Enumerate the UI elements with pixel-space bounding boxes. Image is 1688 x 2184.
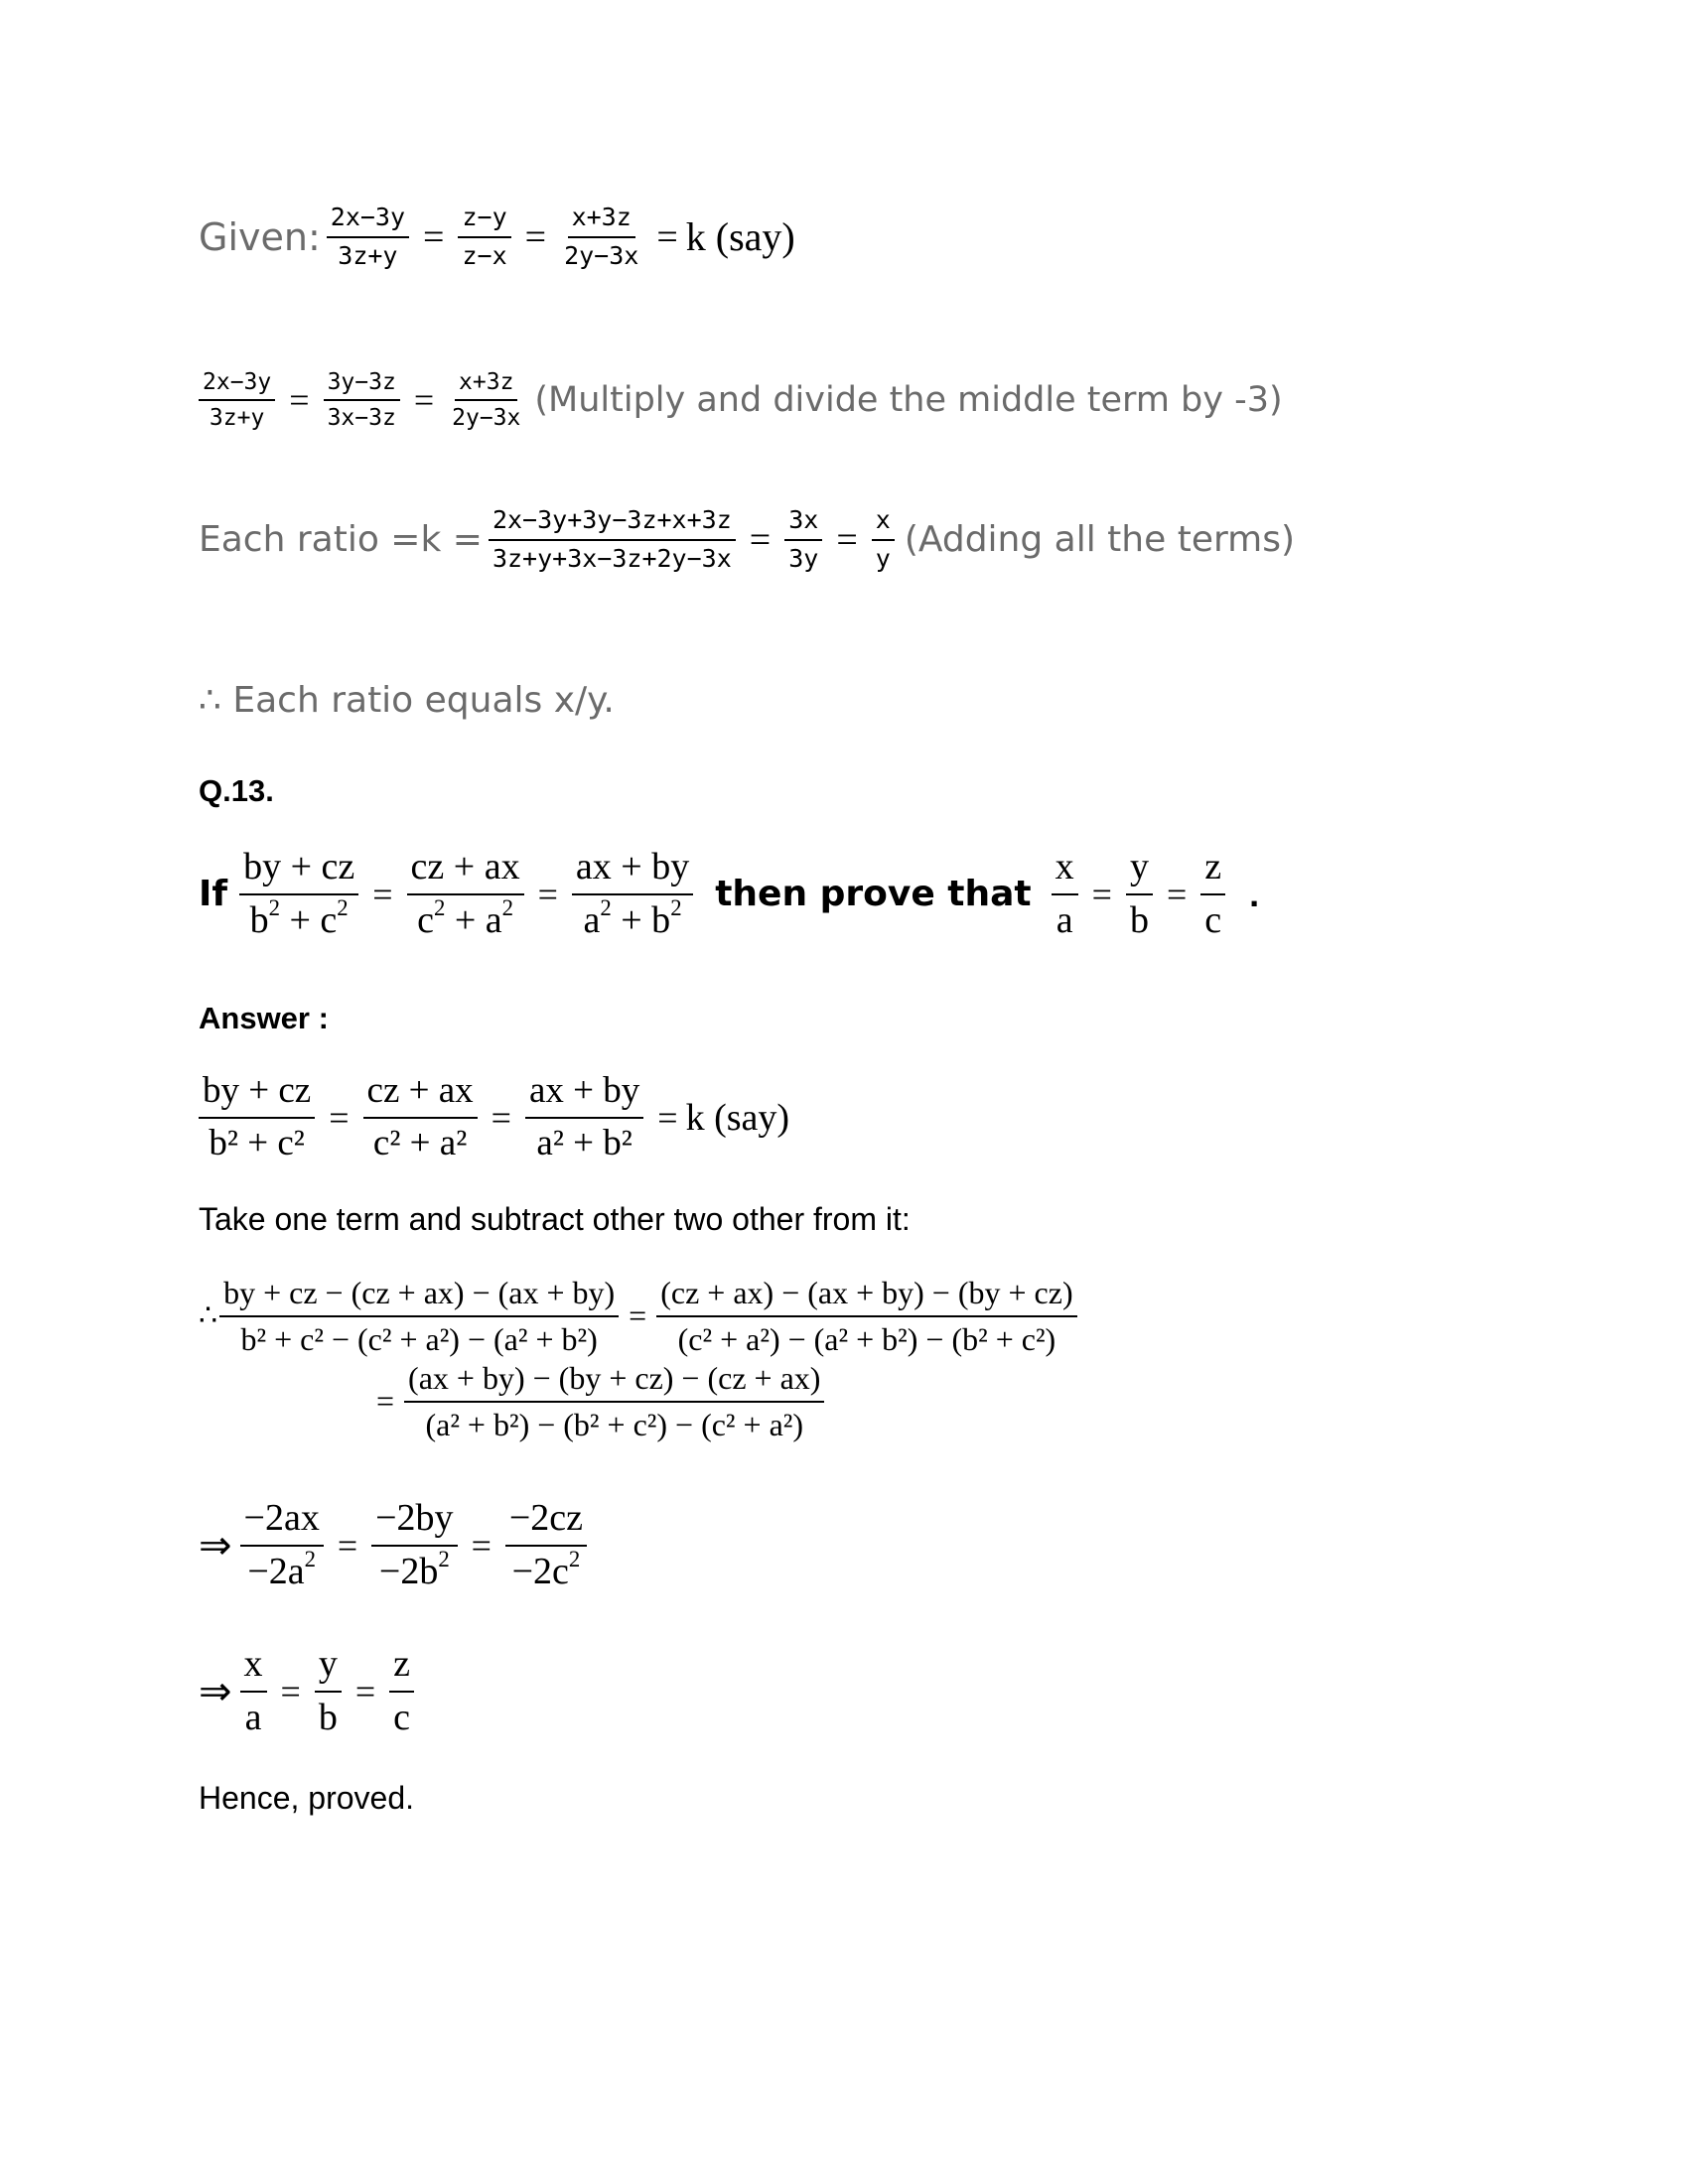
- fraction: [1052, 846, 1078, 942]
- fraction: [240, 1643, 267, 1739]
- answer-equation: [199, 1070, 789, 1164]
- fraction: [239, 846, 358, 942]
- denominator: $a^2 + b^2$: [583, 894, 682, 941]
- fraction: [489, 506, 736, 574]
- numerator: ax + by: [572, 846, 693, 895]
- fraction: [363, 1070, 478, 1164]
- answer-label: Answer :: [199, 1001, 329, 1035]
- numerator: 2x−3y: [327, 204, 409, 238]
- fraction: [389, 1643, 414, 1739]
- denominator: y: [875, 543, 891, 573]
- fraction: [784, 506, 822, 574]
- equals-sign: =: [657, 1097, 678, 1138]
- equals-sign: =: [372, 874, 393, 914]
- equals-sign: =: [413, 380, 435, 421]
- fraction: [315, 1643, 342, 1739]
- equals-sign: =: [337, 1525, 358, 1566]
- equals-sign: =: [471, 1525, 492, 1566]
- numerator: 2x−3y+3y−3z+x+3z: [489, 506, 736, 541]
- equals-sign: =: [354, 1671, 376, 1711]
- denominator: b: [1129, 898, 1149, 941]
- fraction: [407, 846, 524, 942]
- numerator: −2cz: [505, 1497, 587, 1547]
- fraction: [525, 1070, 643, 1164]
- equals-sign: =: [491, 1097, 511, 1138]
- subtraction-equation-row1: [199, 1275, 1083, 1358]
- fraction: [448, 369, 524, 432]
- therefore-symbol: ∴: [199, 1299, 218, 1333]
- numerator: x+3z: [455, 369, 517, 401]
- fraction: [656, 1275, 1076, 1358]
- equals-sign: =: [280, 1671, 301, 1711]
- numerator: cz + ax: [363, 1070, 478, 1119]
- numerator: 3y−3z: [324, 369, 400, 401]
- fraction: [327, 204, 409, 271]
- denominator: a: [1055, 898, 1073, 941]
- note-adding-terms: (Adding all the terms): [904, 519, 1295, 561]
- equals-sign: =: [629, 1297, 647, 1334]
- implies-equation-1: [199, 1497, 593, 1593]
- denominator: a² + b²: [536, 1122, 633, 1163]
- numerator: by + cz: [199, 1070, 315, 1119]
- given-label: Given:: [199, 214, 321, 259]
- denominator: $-2c^2$: [511, 1546, 581, 1592]
- denominator: b² + c² − (c² + a²) − (a² + b²): [240, 1320, 598, 1357]
- numerator: −2ax: [240, 1497, 324, 1547]
- equals-sign: =: [423, 215, 445, 258]
- equals-sign: =: [749, 518, 772, 561]
- fraction: [219, 1275, 619, 1358]
- numerator: x: [872, 506, 895, 541]
- fraction: [560, 204, 642, 271]
- fraction: [324, 369, 400, 432]
- denominator: 3y: [788, 543, 819, 573]
- denominator: 3z+y+3x−3z+2y−3x: [492, 543, 732, 573]
- equals-sign: =: [836, 518, 858, 561]
- equals-sign: =: [656, 215, 678, 258]
- numerator: y: [1126, 846, 1153, 895]
- fraction: [872, 506, 895, 574]
- question-label: Q.13.: [199, 773, 274, 808]
- numerator: z: [1200, 846, 1225, 895]
- fraction: [572, 846, 693, 942]
- denominator: (a² + b²) − (b² + c²) − (c² + a²): [425, 1406, 804, 1442]
- each-ratio-equation: [199, 506, 1295, 574]
- denominator: 2y−3x: [452, 405, 521, 432]
- denominator: a: [244, 1696, 262, 1738]
- numerator: by + cz: [239, 846, 358, 895]
- numerator: x+3z: [568, 204, 635, 238]
- numerator: cz + ax: [407, 846, 524, 895]
- numerator: (ax + by) − (by + cz) − (cz + ax): [404, 1360, 824, 1403]
- subtraction-equation-row2: [372, 1360, 830, 1443]
- question-statement: [199, 846, 1259, 942]
- given-equation: [199, 204, 795, 271]
- numerator: 2x−3y: [199, 369, 275, 401]
- fraction: [371, 1497, 457, 1593]
- fraction: [1126, 846, 1153, 942]
- numerator: ax + by: [525, 1070, 643, 1119]
- if-word: If: [199, 874, 228, 915]
- implies-arrow: ⇒: [199, 1523, 232, 1569]
- equals-sign: =: [1166, 874, 1188, 914]
- fraction: [199, 369, 275, 432]
- given-tail: k (say): [685, 214, 795, 260]
- answer-tail: k (say): [685, 1096, 790, 1139]
- equals-sign: =: [524, 215, 547, 258]
- denominator: $-2b^2$: [378, 1546, 450, 1592]
- conclusion-text: ∴ Each ratio equals x/y.: [199, 680, 615, 721]
- equals-sign: =: [537, 874, 558, 914]
- equals-sign: =: [376, 1383, 395, 1420]
- denominator: c: [393, 1696, 411, 1738]
- fraction: [404, 1360, 824, 1443]
- numerator: 3x: [784, 506, 822, 541]
- denominator: c: [1204, 898, 1222, 941]
- numerator: z: [389, 1643, 414, 1693]
- denominator: z−x: [462, 240, 507, 270]
- closing-text: Hence, proved.: [199, 1780, 415, 1816]
- denominator: 3z+y: [338, 240, 398, 270]
- note-multiply-divide: (Multiply and divide the middle term by -3): [534, 380, 1283, 421]
- numerator: x: [240, 1643, 267, 1693]
- numerator: −2by: [371, 1497, 457, 1547]
- denominator: $c^2 + a^2$: [417, 894, 514, 941]
- denominator: (c² + a²) − (a² + b²) − (b² + c²): [677, 1320, 1056, 1357]
- equals-sign: =: [289, 380, 310, 421]
- denominator: 3z+y: [209, 405, 265, 432]
- denominator: 2y−3x: [564, 240, 639, 270]
- fraction: [1200, 846, 1225, 942]
- multiply-divide-equation: [199, 369, 1283, 432]
- then-prove-text: then prove that: [715, 874, 1032, 915]
- denominator: $b^2 + c^2$: [249, 894, 349, 941]
- implies-equation-2: [199, 1643, 420, 1739]
- instruction-text: Take one term and subtract other two other from it:: [199, 1201, 911, 1237]
- equals-sign: =: [1091, 874, 1112, 914]
- each-ratio-label: Each ratio =k =: [199, 519, 483, 561]
- fraction: [199, 1070, 315, 1164]
- implies-arrow: ⇒: [199, 1669, 232, 1714]
- equals-sign: =: [329, 1097, 350, 1138]
- numerator: z−y: [458, 204, 510, 238]
- numerator: x: [1052, 846, 1078, 895]
- numerator: y: [315, 1643, 342, 1693]
- denominator: b: [318, 1696, 338, 1738]
- denominator: b² + c²: [209, 1122, 305, 1163]
- fraction: [240, 1497, 324, 1593]
- denominator: c² + a²: [372, 1122, 468, 1163]
- numerator: by + cz − (cz + ax) − (ax + by): [219, 1275, 619, 1317]
- fraction: [505, 1497, 587, 1593]
- fraction: [458, 204, 510, 271]
- period: .: [1249, 873, 1260, 914]
- denominator: $-2a^2$: [247, 1546, 317, 1592]
- numerator: (cz + ax) − (ax + by) − (by + cz): [656, 1275, 1076, 1317]
- denominator: 3x−3z: [327, 405, 396, 432]
